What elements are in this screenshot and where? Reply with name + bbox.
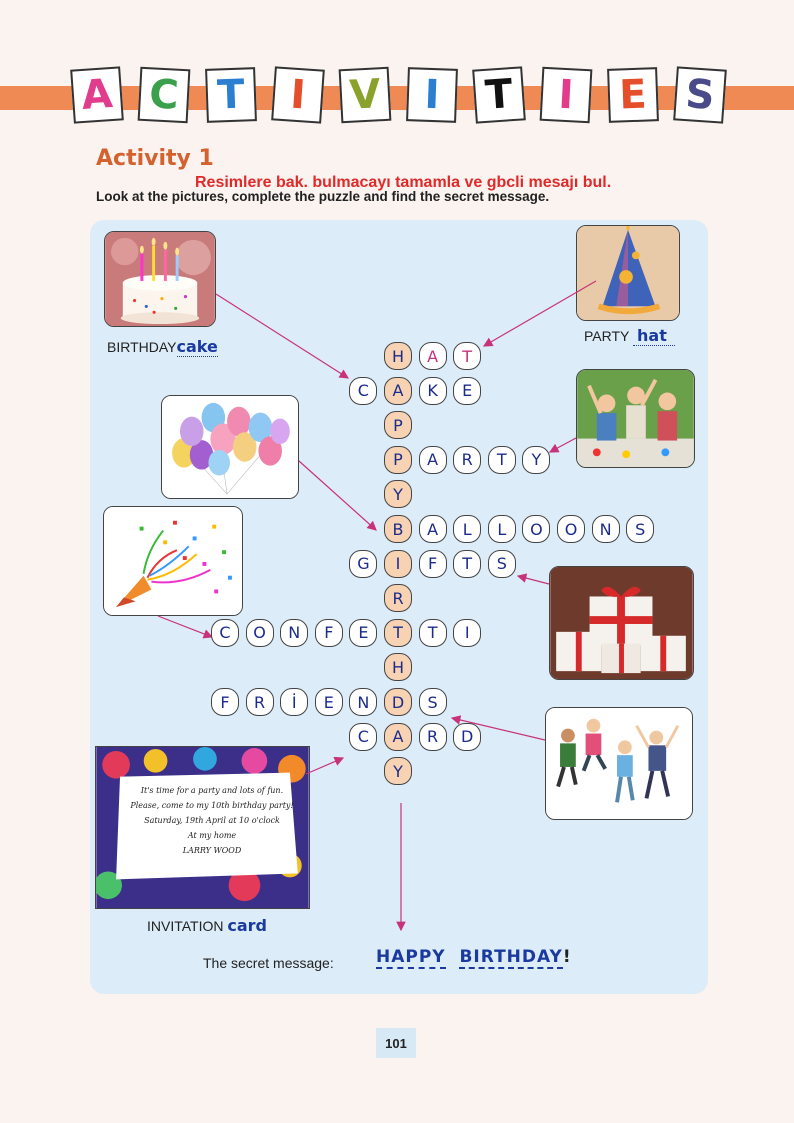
- crossword-cell: S: [419, 688, 447, 716]
- title-letter-tile: C: [138, 67, 191, 124]
- page-number: 101: [376, 1028, 416, 1058]
- title-letter-tile: A: [70, 66, 124, 123]
- crossword-cell: E: [315, 688, 343, 716]
- crossword-cell: R: [384, 584, 412, 612]
- invitation-line: Please, come to my 10th birthday party!: [130, 801, 294, 810]
- card-caption: [147, 916, 267, 935]
- crossword-cell: B: [384, 515, 412, 543]
- title-letter-tile: I: [540, 67, 593, 124]
- crossword-cell: O: [246, 619, 274, 647]
- crossword-cell: T: [453, 342, 481, 370]
- title-letter-tile: I: [271, 66, 325, 123]
- crossword-cell: C: [211, 619, 239, 647]
- card-caption-prefix: INVITATION: [147, 918, 224, 934]
- card-answer: card: [227, 916, 267, 935]
- balloons-photo: [161, 395, 299, 499]
- crossword-cell: H: [384, 342, 412, 370]
- invitation-text: [124, 783, 300, 858]
- invitation-line: It's time for a party and lots of fun.: [140, 786, 284, 795]
- crossword-cell: N: [280, 619, 308, 647]
- confetti-photo: [103, 506, 243, 616]
- hat-answer: hat: [633, 326, 675, 346]
- confetti-illustration: [104, 507, 242, 615]
- hat-caption: [584, 326, 675, 345]
- invitation-line: LARRY WOOD: [182, 846, 242, 855]
- invitation-line: Saturday, 19th April at 10 o'clock: [144, 816, 280, 825]
- invitation-line: At my home: [187, 831, 237, 840]
- cake-photo: [104, 231, 216, 327]
- cake-caption-prefix: BIRTHDAY: [107, 339, 177, 355]
- crossword-cell: R: [453, 446, 481, 474]
- crossword-cell: T: [488, 446, 516, 474]
- crossword-cell: K: [419, 377, 447, 405]
- gifts-illustration: [550, 567, 693, 679]
- title-letter-tile: V: [339, 67, 392, 124]
- crossword-cell: L: [453, 515, 481, 543]
- crossword-cell: D: [384, 688, 412, 716]
- cake-caption: [107, 337, 218, 356]
- crossword-cell: I: [384, 550, 412, 578]
- crossword-cell: C: [349, 723, 377, 751]
- crossword-cell: T: [384, 619, 412, 647]
- crossword-cell: F: [419, 550, 447, 578]
- title-letter-tile: E: [607, 67, 659, 123]
- crossword-cell: E: [453, 377, 481, 405]
- crossword-cell: D: [453, 723, 481, 751]
- party-hat-illustration: [577, 226, 679, 320]
- hat-caption-prefix: PARTY: [584, 328, 630, 344]
- crossword-cell: İ: [280, 688, 308, 716]
- crossword-cell: P: [384, 446, 412, 474]
- crossword-cell: N: [592, 515, 620, 543]
- cake-illustration: [105, 232, 215, 326]
- crossword-cell: A: [384, 377, 412, 405]
- activity-title: Activity 1: [96, 146, 214, 171]
- crossword-cell: O: [557, 515, 585, 543]
- friends-illustration: [546, 708, 692, 819]
- crossword-cell: E: [349, 619, 377, 647]
- crossword-cell: A: [419, 515, 447, 543]
- balloons-illustration: [162, 396, 298, 498]
- party-kids-illustration: [577, 370, 694, 467]
- crossword-cell: N: [349, 688, 377, 716]
- crossword-cell: P: [384, 411, 412, 439]
- cake-answer: cake: [176, 337, 218, 356]
- crossword-cell: O: [522, 515, 550, 543]
- party-kids-photo: [576, 369, 695, 468]
- crossword-cell: T: [453, 550, 481, 578]
- party-hat-photo: [576, 225, 680, 321]
- crossword-cell: S: [488, 550, 516, 578]
- secret-word-1: HAPPY: [376, 947, 446, 967]
- crossword-cell: I: [453, 619, 481, 647]
- crossword-cell: Y: [522, 446, 550, 474]
- secret-word-2: BIRTHDAY: [459, 947, 563, 967]
- title-letter-tile: S: [673, 66, 727, 123]
- crossword-cell: A: [419, 342, 447, 370]
- crossword-cell: R: [419, 723, 447, 751]
- crossword-cell: H: [384, 653, 412, 681]
- crossword-cell: T: [419, 619, 447, 647]
- crossword-cell: L: [488, 515, 516, 543]
- crossword-cell: S: [626, 515, 654, 543]
- crossword-cell: C: [349, 377, 377, 405]
- crossword-cell: A: [384, 723, 412, 751]
- crossword-cell: F: [211, 688, 239, 716]
- friends-photo: [545, 707, 693, 820]
- invitation-card-photo: [95, 746, 310, 909]
- crossword-cell: Y: [384, 757, 412, 785]
- instruction-english: Look at the pictures, complete the puzzle and find the secret message.: [96, 189, 550, 204]
- instruction-turkish: Resimlere bak. bulmacayı tamamla ve gbcli mesajı bul.: [195, 174, 612, 191]
- crossword-cell: A: [419, 446, 447, 474]
- title-letter-tile: I: [406, 67, 458, 123]
- crossword-cell: G: [349, 550, 377, 578]
- secret-punctuation: !: [562, 947, 572, 967]
- title-letter-tile: T: [205, 67, 257, 123]
- secret-message: [376, 947, 572, 967]
- title-letter-tile: T: [472, 66, 526, 123]
- crossword-cell: F: [315, 619, 343, 647]
- crossword-cell: R: [246, 688, 274, 716]
- crossword-cell: Y: [384, 480, 412, 508]
- secret-message-label: The secret message:: [203, 955, 334, 971]
- activities-title: [72, 68, 732, 126]
- gifts-photo: [549, 566, 694, 680]
